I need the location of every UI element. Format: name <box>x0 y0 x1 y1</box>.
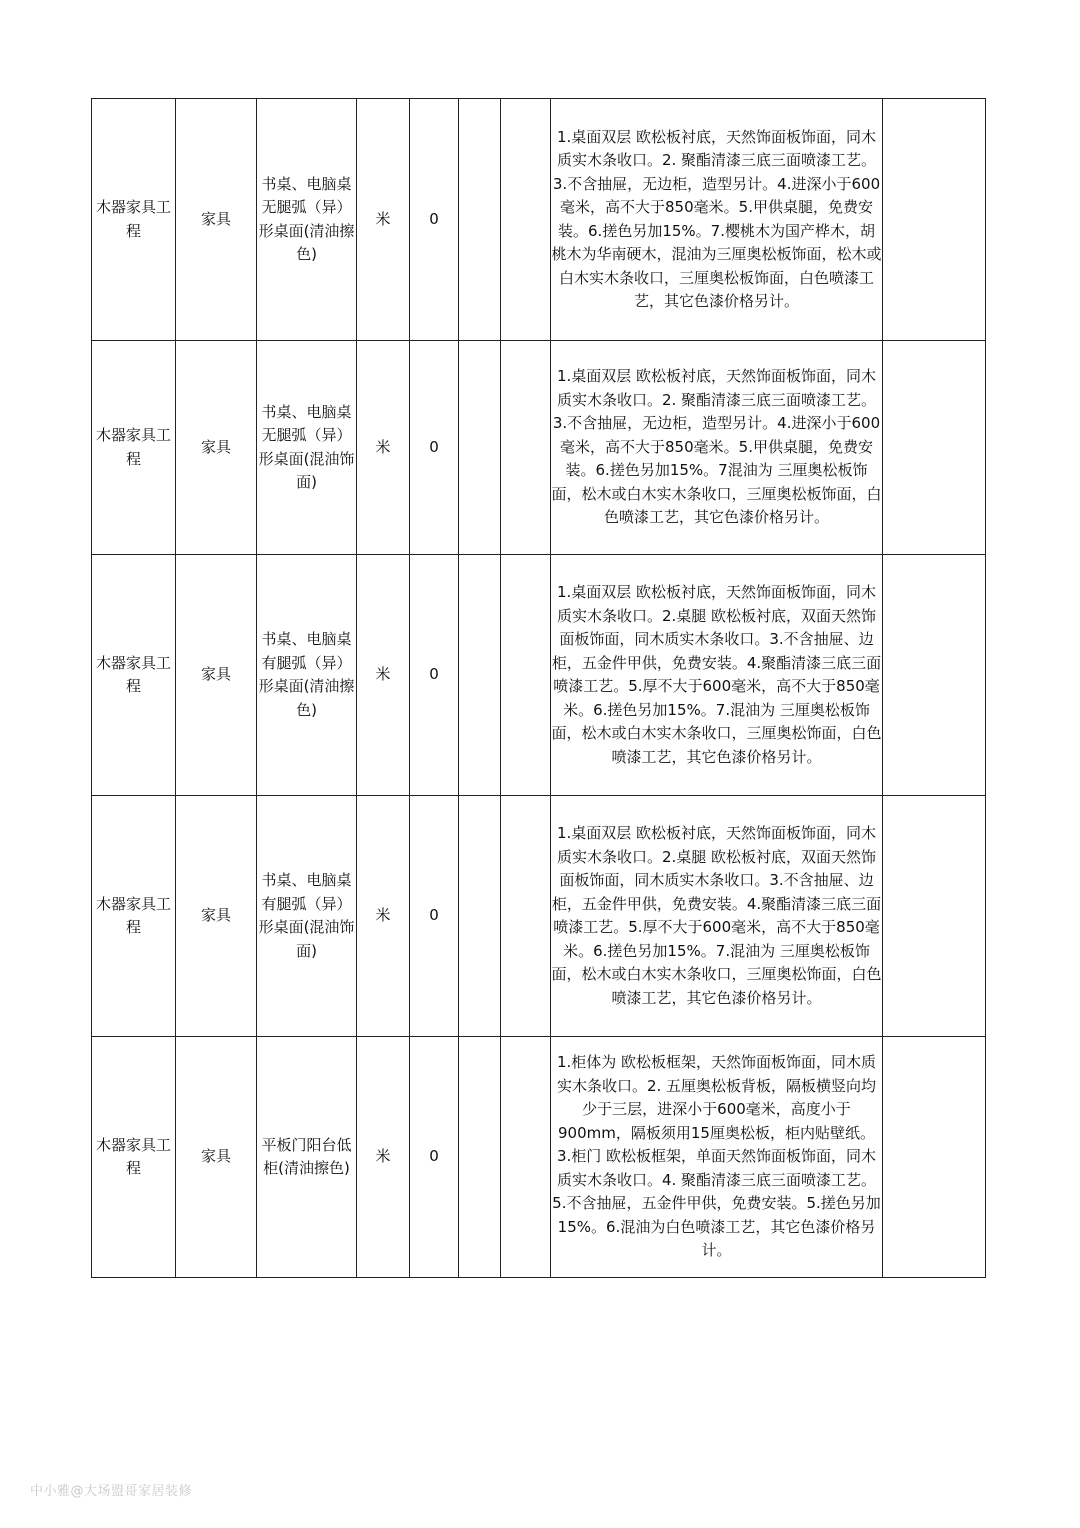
remarks-cell <box>883 1037 986 1278</box>
remarks-cell <box>883 555 986 796</box>
empty-cell <box>501 341 551 555</box>
table-row <box>92 555 986 796</box>
empty-cell <box>459 796 501 1037</box>
description-cell: 1.桌面双层 欧松板衬底，天然饰面板饰面，同木质实木条收口。2.桌腿 欧松板衬底，双面天然饰面板饰面，同木质实木条收口。3.不含抽屉、边柜，五金件甲供，免费安装。4.聚酯清漆三底三面喷漆工艺。5.厚不大于600毫米，高不大于850毫米。6.搓色另加15%。7.混油为 三厘奥松板饰面，松木或白木实木条收口，三厘奥松饰面，白色喷漆工艺，其它色漆价格另计。 <box>551 555 883 796</box>
empty-cell <box>459 341 501 555</box>
category-cell: 家具 <box>176 1037 257 1278</box>
remarks-cell <box>883 796 986 1037</box>
project-cell: 木器家具工程 <box>92 796 176 1037</box>
quantity-cell: 0 <box>410 555 459 796</box>
project-cell: 木器家具工程 <box>92 99 176 341</box>
quantity-cell: 0 <box>410 341 459 555</box>
empty-cell <box>459 1037 501 1278</box>
empty-cell <box>459 555 501 796</box>
empty-cell <box>501 796 551 1037</box>
table-row <box>92 796 986 1037</box>
project-cell: 木器家具工程 <box>92 1037 176 1278</box>
empty-cell <box>501 99 551 341</box>
project-cell: 木器家具工程 <box>92 555 176 796</box>
table-row <box>92 341 986 555</box>
unit-cell: 米 <box>357 796 410 1037</box>
unit-cell: 米 <box>357 555 410 796</box>
description-cell: 1.桌面双层 欧松板衬底，天然饰面板饰面，同木质实木条收口。2. 聚酯清漆三底三面喷漆工艺。3.不含抽屉，无边柜，造型另计。4.进深小于600毫米，高不大于850毫米。5.甲供桌腿，免费安装。6.搓色另加15%。7.樱桃木为国产桦木，胡桃木为华南硬木，混油为三厘奥松板饰面，松木或白木实木条收口，三厘奥松板饰面，白色喷漆工艺，其它色漆价格另计。 <box>551 99 883 341</box>
empty-cell <box>459 99 501 341</box>
category-cell: 家具 <box>176 99 257 341</box>
unit-cell: 米 <box>357 341 410 555</box>
description-cell: 1.桌面双层 欧松板衬底，天然饰面板饰面，同木质实木条收口。2.桌腿 欧松板衬底，双面天然饰面板饰面，同木质实木条收口。3.不含抽屉、边柜，五金件甲供，免费安装。4.聚酯清漆三底三面喷漆工艺。5.厚不大于600毫米，高不大于850毫米。6.搓色另加15%。7.混油为 三厘奥松板饰面，松木或白木实木条收口，三厘奥松饰面，白色喷漆工艺，其它色漆价格另计。 <box>551 796 883 1037</box>
empty-cell <box>501 1037 551 1278</box>
table-row <box>92 99 986 341</box>
item-name-cell: 书桌、电脑桌有腿弧（异）形桌面(混油饰面) <box>257 796 357 1037</box>
description-cell: 1.桌面双层 欧松板衬底，天然饰面板饰面，同木质实木条收口。2. 聚酯清漆三底三面喷漆工艺。3.不含抽屉，无边柜，造型另计。4.进深小于600毫米，高不大于850毫米。5.甲供桌腿，免费安装。6.搓色另加15%。7混油为 三厘奥松板饰面，松木或白木实木条收口，三厘奥松板饰面，白色喷漆工艺，其它色漆价格另计。 <box>551 341 883 555</box>
item-name-cell: 书桌、电脑桌无腿弧（异）形桌面(清油擦色) <box>257 99 357 341</box>
table-row <box>92 1037 986 1278</box>
empty-cell <box>501 555 551 796</box>
category-cell: 家具 <box>176 555 257 796</box>
category-cell: 家具 <box>176 796 257 1037</box>
remarks-cell <box>883 99 986 341</box>
unit-cell: 米 <box>357 1037 410 1278</box>
item-name-cell: 书桌、电脑桌无腿弧（异）形桌面(混油饰面) <box>257 341 357 555</box>
quote-table <box>91 98 986 1278</box>
category-cell: 家具 <box>176 341 257 555</box>
quantity-cell: 0 <box>410 1037 459 1278</box>
quantity-cell: 0 <box>410 99 459 341</box>
description-cell: 1.柜体为 欧松板框架，天然饰面板饰面，同木质实木条收口。2. 五厘奥松板背板，隔板横竖向均少于三层，进深小于600毫米，高度小于900mm，隔板须用15厘奥松板，柜内贴壁纸。3.柜门 欧松板框架，单面天然饰面板饰面，同木质实木条收口。4. 聚酯清漆三底三面喷漆工艺。5.不含抽屉，五金件甲供，免费安装。5.搓色另加15%。6.混油为白色喷漆工艺，其它色漆价格另计。 <box>551 1037 883 1278</box>
unit-cell: 米 <box>357 99 410 341</box>
project-cell: 木器家具工程 <box>92 341 176 555</box>
quantity-cell: 0 <box>410 796 459 1037</box>
item-name-cell: 书桌、电脑桌有腿弧（异）形桌面(清油擦色) <box>257 555 357 796</box>
watermark: 中小雅@大场盟哥家居装修 <box>30 1484 193 1499</box>
item-name-cell: 平板门阳台低柜(清油擦色) <box>257 1037 357 1278</box>
remarks-cell <box>883 341 986 555</box>
